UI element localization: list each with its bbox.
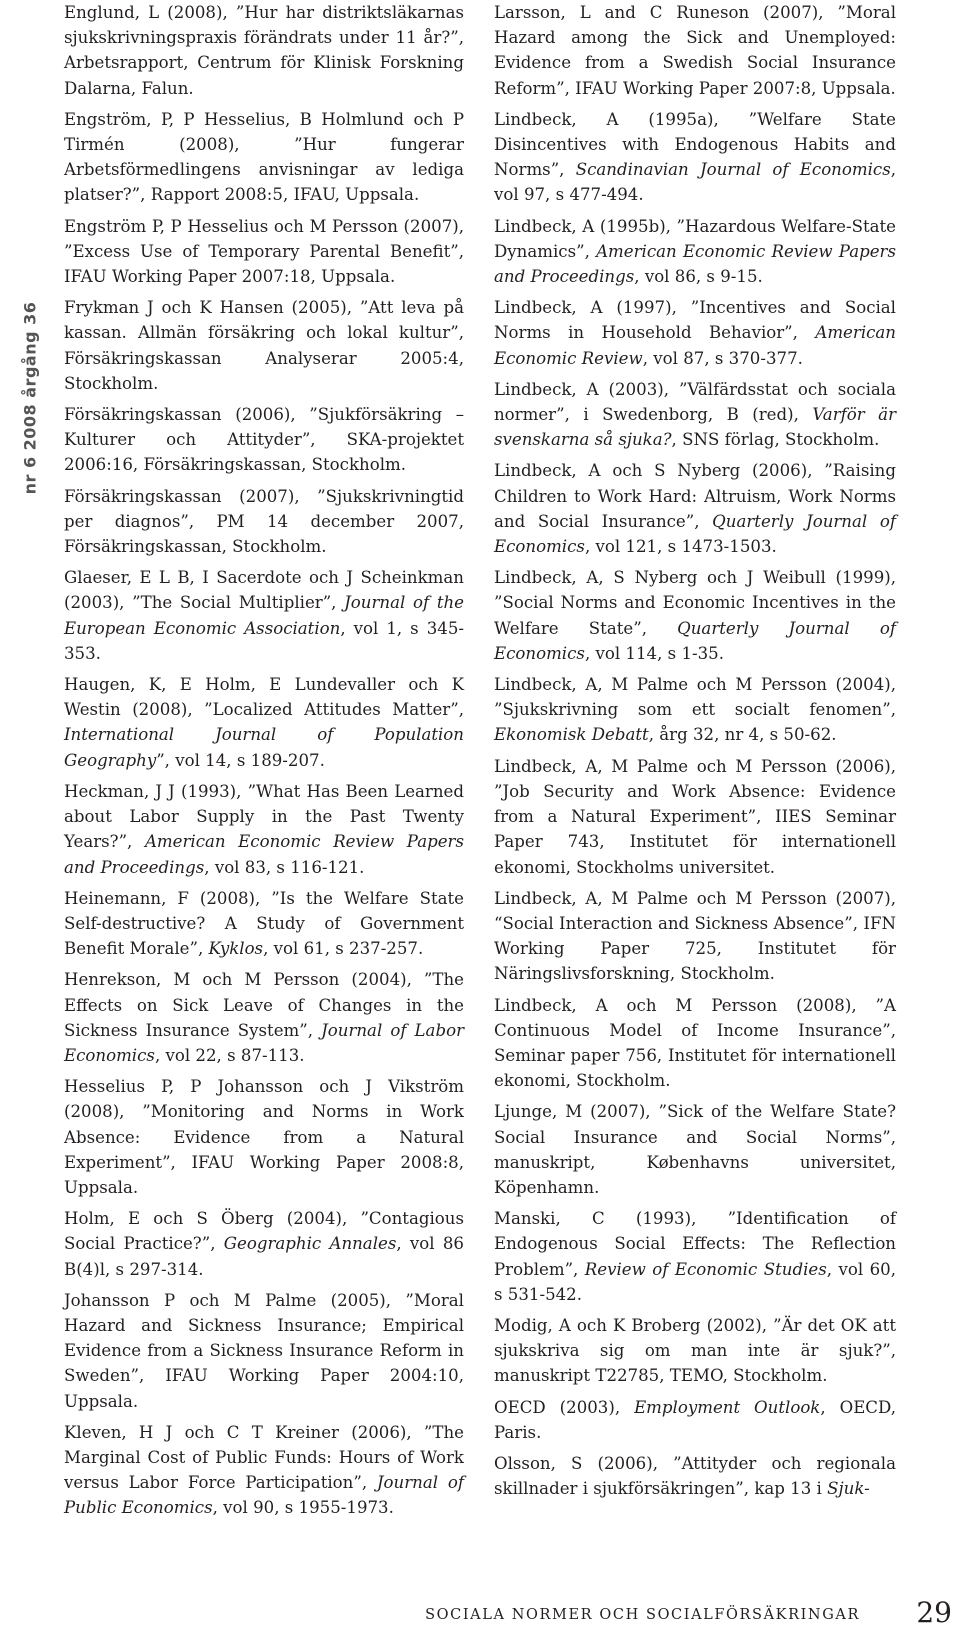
reference-text: , vol 86, s 9-15. <box>634 267 763 287</box>
reference-text: Larsson, L and C Runeson (2007), ”Moral Hazard among the Sick and Unemployed: Evidence from a Swedish Social Insurance Reform”, IFAU Working Paper 2007:8, Uppsala. <box>494 3 896 98</box>
reference-text: , vol 60, s 531-542. <box>494 1259 896 1304</box>
reference-text: Lindbeck, A (1995a), ”Welfare State Disincentives with Endogenous Habits and Norms”, <box>494 109 896 180</box>
reference-text: Heckman, J J (1993), ”What Has Been Learned about Labor Supply in the Past Twenty Years?”, <box>64 781 464 852</box>
page-number: 29 <box>916 1596 952 1629</box>
reference-source-title: Kyklos <box>208 939 264 959</box>
reference-source-title: American Economic Review Papers and Proceedings <box>494 241 896 287</box>
reference-text: Modig, A och K Broberg (2002), ”Är det OK att sjukskriva sig om man inte är sjuk?”, manuskript T22785, TEMO, Stockholm. <box>494 1315 896 1386</box>
reference-entry <box>64 779 464 880</box>
reference-text: , årg 32, nr 4, s 50-62. <box>648 725 837 745</box>
reference-text: OECD (2003), <box>494 1397 635 1417</box>
reference-text: , SNS förlag, Stockholm. <box>671 430 880 450</box>
reference-source-title: Ekonomisk Debatt <box>494 725 649 745</box>
reference-text: , vol 61, s 237-257. <box>263 939 424 959</box>
reference-source-title: Journal of Labor Economics <box>64 1020 464 1065</box>
reference-text: , vol 121, s 1473-1503. <box>584 537 777 557</box>
reference-text: Lindbeck, A, M Palme och M Persson (2006), ”Job Security and Work Absence: Evidence from a Natural Experiment”, IIES Seminar Paper 743, Institutet för internationell ekonomi, Stockholms universitet. <box>494 756 896 877</box>
reference-text: Frykman J och K Hansen (2005), ”Att leva på kassan. Allmän försäkring och lokal kultur”, Försäkringskassan Analyserar 2005:4, Stockholm. <box>64 298 464 393</box>
reference-source-title: American Economic Review <box>494 323 896 368</box>
reference-text: , vol 22, s 87-113. <box>154 1045 305 1065</box>
reference-text: Haugen, K, E Holm, E Lundevaller och K Westin (2008), ”Localized Attitudes Matter”, <box>64 675 464 720</box>
reference-text: Ljunge, M (2007), ”Sick of the Welfare State? Social Insurance and Social Norms”, manuskript, Københavns universitet, Köpenhamn. <box>494 1102 896 1197</box>
reference-text: , vol 90, s 1955-1973. <box>212 1498 394 1518</box>
reference-source-title: Varför är svenskarna så sjuka? <box>494 405 897 450</box>
journal-issue-text: nr 6 2008 årgång 36 <box>20 301 40 495</box>
reference-text: Försäkringskassan (2006), ”Sjukförsäkring – Kulturer och Attityder”, SKA-projektet 2006:16, Försäkringskassan, Stockholm. <box>64 405 464 475</box>
right-reference-column <box>494 0 896 1507</box>
reference-entry <box>494 672 896 748</box>
reference-source-title: International Journal of Population Geography <box>64 725 464 770</box>
reference-text: Heinemann, F (2008), ”Is the Welfare State Self-destructive? A Study of Government Benefit Morale”, <box>64 888 464 959</box>
reference-source-title: American Economic Review Papers and Proceedings <box>64 832 465 877</box>
reference-entry <box>64 484 464 560</box>
reference-entry <box>64 214 464 290</box>
reference-text: , vol 97, s 477-494. <box>494 160 896 205</box>
reference-text: Lindbeck, A och S Nyberg (2006), ”Raising Children to Work Hard: Altruism, Work Norms and Social Insurance”, <box>494 461 896 531</box>
reference-entry <box>494 1206 896 1307</box>
reference-text: Hesselius P, P Johansson och J Vikström (2008), ”Monitoring and Norms in Work Absence: Evidence from a Natural Experiment”, IFAU Working Paper 2008:8, Uppsala. <box>64 1077 464 1197</box>
running-footer: SOCIALA NORMER OCH SOCIALFÖRSÄKRINGAR <box>425 1607 860 1623</box>
reference-text: , vol 1, s 345-353. <box>64 618 464 663</box>
reference-text: Lindbeck, A (2003), ”Välfärdsstat och sociala normer”, i Swedenborg, B (red), <box>494 379 896 425</box>
left-reference-column <box>64 0 464 1527</box>
reference-text: Engström, P, P Hesselius, B Holmlund och P Tirmén (2008), ”Hur fungerar Arbetsförmedlingens anvisningar av lediga platser?”, Rapport 2008:5, IFAU, Uppsala. <box>64 109 464 205</box>
reference-text: , vol 86 B(4)l, s 297-314. <box>64 1234 464 1279</box>
reference-text: Holm, E och S Öberg (2004), ”Contagious Social Practice?”, <box>64 1209 464 1254</box>
reference-entry <box>494 1099 896 1200</box>
reference-entry <box>494 295 896 371</box>
reference-text: Olsson, S (2006), ”Attityder och regionala skillnader i sjukförsäkringen”, kap 13 i <box>494 1453 896 1499</box>
reference-text: Försäkringskassan (2007), ”Sjukskrivningtid per diagnos”, PM 14 december 2007, Försäkringskassan, Stockholm. <box>64 486 464 557</box>
reference-entry <box>64 295 464 396</box>
reference-text: Manski, C (1993), ”Identification of Endogenous Social Effects: The Reflection Problem”, <box>494 1209 896 1279</box>
reference-text: , OECD, Paris. <box>494 1397 896 1442</box>
reference-entry <box>494 458 896 559</box>
reference-source-title: Journal of the European Economic Association <box>64 593 464 638</box>
reference-text: Engström P, P Hesselius och M Persson (2007), ”Excess Use of Temporary Parental Benefit”, IFAU Working Paper 2007:18, Uppsala. <box>64 216 464 287</box>
reference-entry <box>64 1288 464 1414</box>
reference-entry <box>64 0 464 101</box>
reference-entry <box>494 565 896 666</box>
reference-entry <box>494 993 896 1094</box>
reference-source-title: Geographic Annales <box>223 1234 397 1254</box>
reference-source-title: Journal of Public Economics <box>64 1473 464 1518</box>
reference-source-title: Employment Outlook <box>634 1397 821 1417</box>
reference-text: Lindbeck, A (1997), ”Incentives and Social Norms in Household Behavior”, <box>494 298 896 343</box>
reference-entry <box>64 565 464 666</box>
reference-entry <box>494 1313 896 1389</box>
reference-entry <box>64 107 464 208</box>
reference-entry <box>494 214 896 290</box>
reference-entry <box>64 1206 464 1282</box>
reference-text: Englund, L (2008), ”Hur har distriktsläkarnas sjukskrivningspraxis förändrats under 11 år?”, Arbetsrapport, Centrum för Klinisk Forskning Dalarna, Falun. <box>64 3 464 98</box>
reference-text: Lindbeck, A, M Palme och M Persson (2007), “Social Interaction and Sickness Absence”, IFN Working Paper 725, Institutet för Näringslivsforskning, Stockholm. <box>494 888 896 984</box>
journal-issue-label <box>20 301 40 495</box>
reference-entry <box>64 1074 464 1200</box>
reference-text: Lindbeck, A (1995b), ”Hazardous Welfare-State Dynamics”, <box>494 216 896 261</box>
reference-source-title: Quarterly Journal of Economics <box>494 511 896 557</box>
reference-entry <box>494 107 896 208</box>
reference-entry <box>494 886 896 987</box>
reference-text: Henrekson, M och M Persson (2004), ”The Effects on Sick Leave of Changes in the Sickness Insurance System”, <box>64 970 464 1040</box>
reference-text: , vol 114, s 1-35. <box>584 643 724 663</box>
reference-entry <box>494 1451 896 1501</box>
reference-entry <box>494 754 896 880</box>
reference-text: Lindbeck, A, M Palme och M Persson (2004), ”Sjukskrivning som ett socialt fenomen”, <box>494 675 896 720</box>
reference-source-title: Review of Economic Studies <box>584 1259 827 1279</box>
reference-text: Johansson P och M Palme (2005), ”Moral Hazard and Sickness Insurance; Empirical Evidence from a Sickness Insurance Reform in Sweden”, IFAU Working Paper 2004:10, Uppsala. <box>64 1290 464 1411</box>
reference-entry <box>64 402 464 478</box>
reference-source-title: Sjuk- <box>827 1479 870 1499</box>
reference-entry <box>64 1420 464 1521</box>
reference-source-title: Scandinavian Journal of Economics <box>575 160 891 180</box>
reference-text: Glaeser, E L B, I Sacerdote och J Scheinkman (2003), ”The Social Multiplier”, <box>64 568 464 613</box>
reference-entry <box>64 967 464 1068</box>
reference-text: Kleven, H J och C T Kreiner (2006), ”The Marginal Cost of Public Funds: Hours of Work versus Labor Force Participation”, <box>64 1422 464 1493</box>
reference-entry <box>494 0 896 101</box>
reference-text: Lindbeck, A, S Nyberg och J Weibull (1999), ”Social Norms and Economic Incentives in the Welfare State”, <box>494 568 896 638</box>
reference-text: , vol 83, s 116-121. <box>204 857 365 877</box>
reference-text: ”, vol 14, s 189-207. <box>156 750 325 770</box>
reference-entry <box>64 886 464 962</box>
reference-entry <box>64 672 464 773</box>
reference-text: Lindbeck, A och M Persson (2008), ”A Continuous Model of Income Insurance”, Seminar paper 756, Institutet för internationell ekonomi, Stockholm. <box>494 995 896 1091</box>
reference-entry <box>494 1395 896 1445</box>
reference-source-title: Quarterly Journal of Economics <box>494 618 896 663</box>
reference-entry <box>494 377 896 453</box>
reference-text: , vol 87, s 370-377. <box>642 348 803 368</box>
